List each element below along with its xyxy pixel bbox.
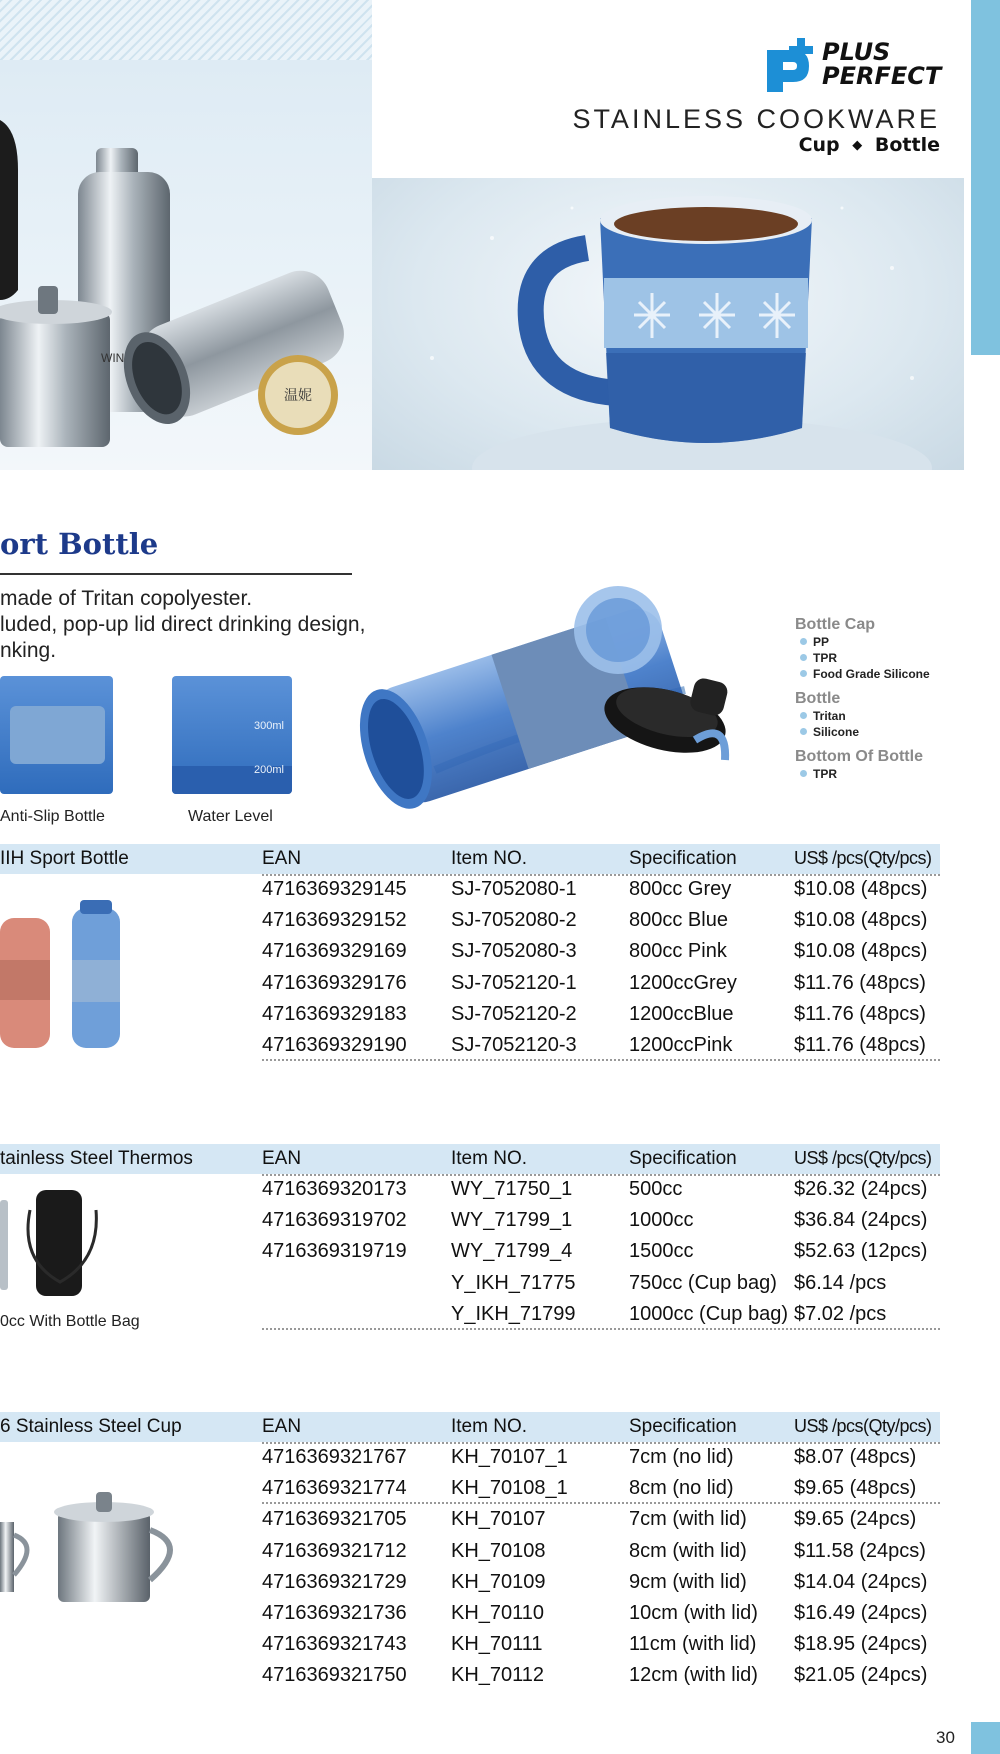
cell-price: $16.49 (24pcs) <box>794 1601 928 1624</box>
cell-price: $6.14 /pcs <box>794 1271 887 1294</box>
diamond-separator-icon: ◆ <box>852 138 863 153</box>
cell-spec: 8cm (with lid) <box>629 1539 747 1562</box>
cell-spec: 500cc <box>629 1178 683 1200</box>
cell-price: $26.32 (24pcs) <box>794 1178 928 1200</box>
cell-item: SJ-7052120-2 <box>451 1002 577 1025</box>
material-item: TPR <box>795 766 955 782</box>
cell-spec: 8cm (no lid) <box>629 1477 734 1500</box>
cell-ean: 4716369321767 <box>262 1446 407 1468</box>
material-item: Tritan <box>795 708 955 724</box>
column-specification: Specification <box>629 1148 737 1169</box>
cell-ean: 4716369321743 <box>262 1633 407 1656</box>
table-header <box>0 1412 940 1442</box>
column-price: US$ /pcs(Qty/pcs) <box>794 1148 932 1168</box>
sport-bottles-photo <box>0 900 130 1050</box>
material-item: Silicone <box>795 724 955 740</box>
material-group-heading: Bottle <box>795 690 841 707</box>
cell-spec: 7cm (no lid) <box>629 1446 734 1468</box>
subtitle-bottle: Bottle <box>874 134 940 156</box>
table-row <box>0 968 940 999</box>
cell-spec: 1200ccBlue <box>629 1002 734 1025</box>
thermos-caption: 0cc With Bottle Bag <box>0 1313 140 1330</box>
table-header <box>0 1144 940 1174</box>
cell-spec: 11cm (with lid) <box>629 1633 757 1656</box>
cell-item: KH_70110 <box>451 1601 545 1624</box>
cell-item: SJ-7052080-1 <box>451 878 577 900</box>
level-300-label: 300ml <box>254 720 284 732</box>
sport-bottle-table <box>0 844 940 1061</box>
cell-ean: 4716369321736 <box>262 1601 407 1624</box>
table-row <box>0 1660 940 1691</box>
cell-item: KH_70111 <box>451 1633 543 1656</box>
cell-price: $36.84 (24pcs) <box>794 1209 928 1232</box>
thermos-bag-photo <box>0 1190 120 1305</box>
column-ean: EAN <box>262 848 302 869</box>
snow-mug-illustration <box>372 178 964 470</box>
cell-ean: 4716369329145 <box>262 878 407 900</box>
column-ean: EAN <box>262 1416 302 1437</box>
cell-item: KH_70108_1 <box>451 1477 568 1500</box>
description-line: made of Tritan copolyester. <box>0 587 253 610</box>
level-200-label: 200ml <box>254 764 284 776</box>
cell-ean: 4716369321705 <box>262 1508 407 1531</box>
cell-ean: 4716369329183 <box>262 1002 407 1025</box>
material-item: TPR <box>795 650 955 666</box>
cell-price: $8.07 (48pcs) <box>794 1446 917 1468</box>
description-line: nking. <box>0 639 57 662</box>
table-row <box>0 874 940 905</box>
cell-item: KH_70109 <box>451 1570 546 1593</box>
material-item: PP <box>795 634 955 650</box>
table-row <box>0 936 940 967</box>
column-item-no: Item NO. <box>451 1416 528 1437</box>
cell-spec: 7cm (with lid) <box>629 1508 747 1531</box>
cell-item: Y_IKH_71799 <box>451 1302 576 1325</box>
materials-legend <box>795 616 955 782</box>
cell-item: KH_70108 <box>451 1539 546 1562</box>
cell-price: $10.08 (48pcs) <box>794 909 928 932</box>
table-rows <box>0 874 940 1061</box>
cell-spec: 10cm (with lid) <box>629 1601 758 1624</box>
cell-price: $10.08 (48pcs) <box>794 878 928 900</box>
column-specification: Specification <box>629 1416 737 1437</box>
cell-spec: 750cc (Cup bag) <box>629 1271 777 1294</box>
category-title: STAINLESS COOKWARE <box>572 104 940 134</box>
cell-item: SJ-7052120-1 <box>451 971 577 994</box>
cell-ean: 4716369320173 <box>262 1178 407 1200</box>
material-group-heading: Bottle Cap <box>795 616 875 633</box>
brand-name-line2: PERFECT <box>822 62 942 90</box>
subtitle-cup: Cup <box>798 134 840 156</box>
cell-ean: 4716369321712 <box>262 1539 407 1562</box>
stainless-bottles-illustration <box>0 0 372 470</box>
table-row <box>0 1629 940 1660</box>
table-row <box>0 1236 940 1267</box>
cell-spec: 12cm (with lid) <box>629 1664 758 1687</box>
table-row <box>0 1030 940 1061</box>
plus-perfect-logo-icon <box>763 36 821 94</box>
column-price: US$ /pcs(Qty/pcs) <box>794 1416 932 1436</box>
cell-item: KH_70107 <box>451 1508 546 1531</box>
cell-price: $10.08 (48pcs) <box>794 940 928 963</box>
cell-ean: 4716369329169 <box>262 940 407 963</box>
cell-ean: 4716369319719 <box>262 1240 407 1263</box>
column-item-no: Item NO. <box>451 848 528 869</box>
cell-price: $11.76 (48pcs) <box>794 1033 926 1056</box>
cell-item: WY_71799_1 <box>451 1209 573 1232</box>
cell-ean: 4716369321729 <box>262 1570 407 1593</box>
column-price: US$ /pcs(Qty/pcs) <box>794 848 932 868</box>
bottle-badge-text: 温妮 <box>284 388 312 404</box>
table-rows <box>0 1174 940 1330</box>
cell-spec: 9cm (with lid) <box>629 1570 747 1593</box>
page-edge-accent-bar-bottom <box>971 1722 1000 1754</box>
table-row <box>0 1205 940 1236</box>
cell-spec: 1500cc <box>629 1240 694 1263</box>
table-header <box>0 844 940 874</box>
cell-ean: 4716369321774 <box>262 1477 407 1500</box>
cell-price: $14.04 (24pcs) <box>794 1570 928 1593</box>
thermos-table <box>0 1144 940 1330</box>
sport-bottle-illustration <box>355 570 765 810</box>
table-row <box>0 905 940 936</box>
product-name: 6 Stainless Steel Cup <box>0 1416 182 1437</box>
page-number: 30 <box>936 1728 955 1747</box>
cell-item: SJ-7052080-3 <box>451 940 577 963</box>
table-row <box>0 999 940 1030</box>
section-title: ort Bottle <box>0 527 159 561</box>
cell-spec: 800cc Pink <box>629 940 727 963</box>
anti-slip-label: Anti-Slip Bottle <box>0 808 105 825</box>
cell-spec: 1200ccPink <box>629 1033 733 1056</box>
cell-spec: 800cc Blue <box>629 909 728 932</box>
cell-ean: 4716369329190 <box>262 1033 407 1056</box>
hero-mug-photo <box>372 178 964 470</box>
description-line: luded, pop-up lid direct drinking design, <box>0 613 366 636</box>
cell-item: SJ-7052080-2 <box>451 909 577 932</box>
brand-name <box>822 40 941 88</box>
column-item-no: Item NO. <box>451 1148 528 1169</box>
cell-item: WY_71799_4 <box>451 1240 573 1263</box>
cell-price: $7.02 /pcs <box>794 1302 887 1325</box>
cell-price: $21.05 (24pcs) <box>794 1664 928 1687</box>
product-name: IIH Sport Bottle <box>0 848 129 869</box>
water-level-thumbnail <box>172 676 292 794</box>
material-group-heading: Bottom Of Bottle <box>795 748 923 765</box>
section-description <box>0 586 365 664</box>
cell-price: $9.65 (24pcs) <box>794 1508 917 1531</box>
cell-item: KH_70112 <box>451 1664 545 1687</box>
cell-item: WY_71750_1 <box>451 1178 573 1200</box>
column-ean: EAN <box>262 1148 302 1169</box>
water-level-label: Water Level <box>188 808 273 825</box>
table-row <box>0 1268 940 1299</box>
table-row <box>0 1174 940 1205</box>
cell-spec: 1200ccGrey <box>629 971 737 994</box>
steel-cups-photo <box>0 1490 190 1610</box>
cell-spec: 1000cc <box>629 1209 694 1232</box>
category-subtitle <box>799 134 940 156</box>
cell-price: $9.65 (48pcs) <box>794 1477 917 1500</box>
cell-item: SJ-7052120-3 <box>451 1033 577 1056</box>
bottle-brand-text: WIN <box>101 351 125 365</box>
cell-item: Y_IKH_71775 <box>451 1271 576 1294</box>
material-item: Food Grade Silicone <box>795 666 955 682</box>
cell-ean: 4716369329176 <box>262 971 407 994</box>
cell-price: $11.76 (48pcs) <box>794 1002 926 1025</box>
page-edge-accent-bar <box>971 0 1000 355</box>
cell-price: $11.76 (48pcs) <box>794 971 926 994</box>
anti-slip-thumbnail <box>0 676 113 794</box>
column-specification: Specification <box>629 848 737 869</box>
cell-item: KH_70107_1 <box>451 1446 568 1468</box>
cell-price: $52.63 (12pcs) <box>794 1240 928 1263</box>
cell-ean: 4716369329152 <box>262 909 407 932</box>
cell-spec: 1000cc (Cup bag) <box>629 1302 788 1325</box>
cell-price: $18.95 (24pcs) <box>794 1633 928 1656</box>
cell-spec: 800cc Grey <box>629 878 732 900</box>
cell-ean: 4716369319702 <box>262 1209 407 1232</box>
table-row <box>0 1299 940 1330</box>
cell-price: $11.58 (24pcs) <box>794 1539 926 1562</box>
table-row <box>0 1442 940 1473</box>
product-name: tainless Steel Thermos <box>0 1148 193 1169</box>
hero-stainless-photo <box>0 0 372 470</box>
section-divider <box>0 573 352 575</box>
cell-ean: 4716369321750 <box>262 1664 407 1687</box>
brand-name-line1: PLUS <box>822 38 891 66</box>
